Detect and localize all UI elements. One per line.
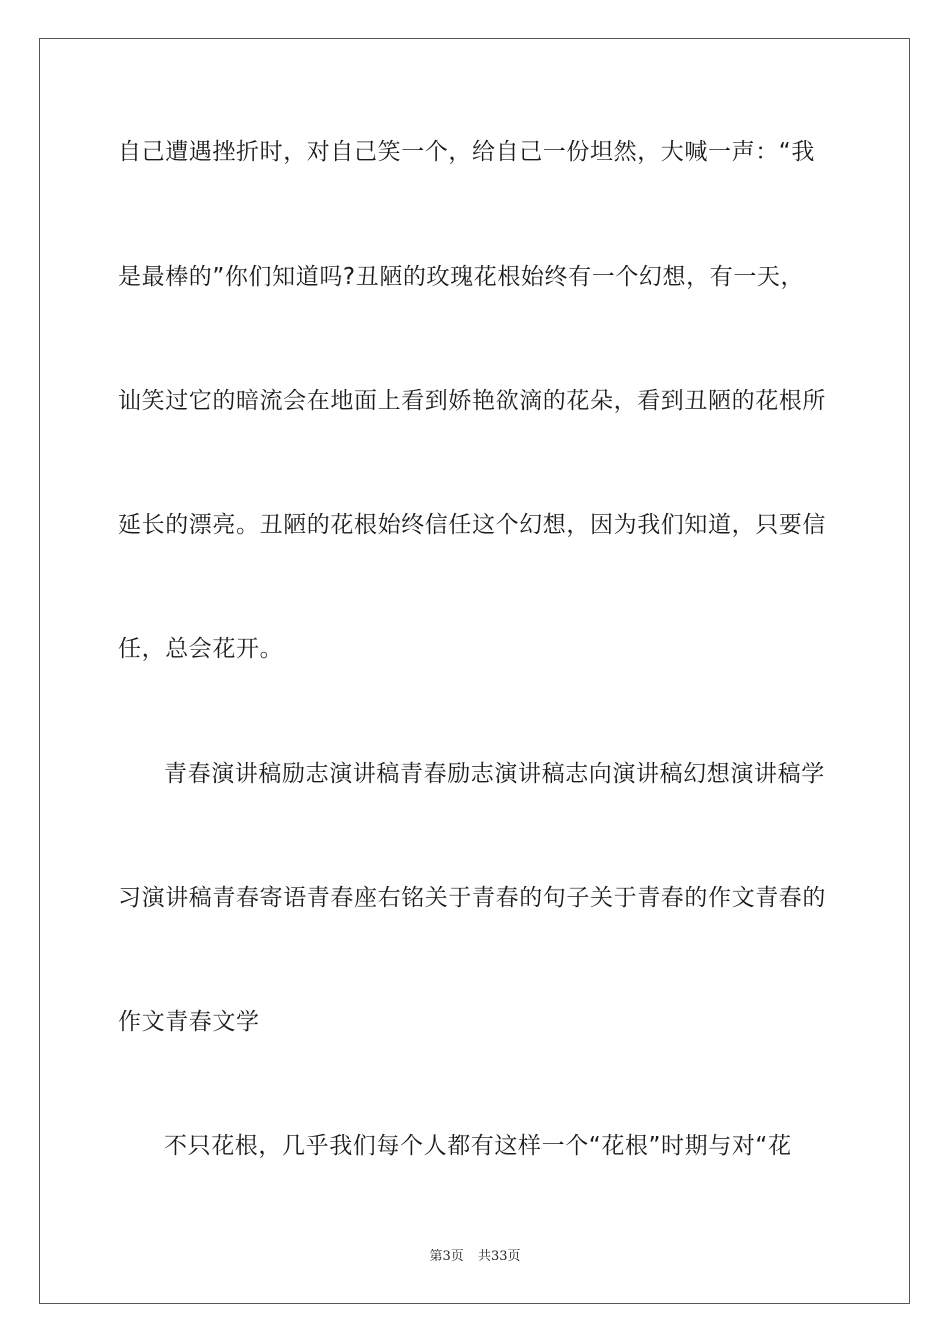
paragraph-1-line-2: 是最棒的”你们知道吗?丑陋的玫瑰花根始终有一个幻想，有一天， <box>118 264 805 290</box>
paragraph-2-line-1: 青春演讲稿励志演讲稿青春励志演讲稿志向演讲稿幻想演讲稿学 <box>164 761 825 787</box>
paragraph-1-line-5: 任，总会花开。 <box>118 636 284 662</box>
paragraph-2-line-3: 作文青春文学 <box>118 1009 260 1035</box>
page-total: 共33页 <box>477 1249 521 1264</box>
paragraph-1-line-4: 延长的漂亮。丑陋的花根始终信任这个幻想，因为我们知道，只要信 <box>118 512 826 538</box>
page-footer <box>0 1248 950 1266</box>
paragraph-2-line-2: 习演讲稿青春寄语青春座右铭关于青春的句子关于青春的作文青春的 <box>118 885 826 911</box>
page-frame <box>39 38 910 1304</box>
paragraph-3-line-1: 不只花根，几乎我们每个人都有这样一个“花根”时期与对“花 <box>164 1133 792 1159</box>
paragraph-1-line-3: 讪笑过它的暗流会在地面上看到娇艳欲滴的花朵，看到丑陋的花根所 <box>118 388 826 414</box>
paragraph-1-line-1: 自己遭遇挫折时，对自己笑一个，给自己一份坦然，大喊一声：“我 <box>118 139 815 165</box>
page-number: 第3页 <box>429 1249 464 1264</box>
